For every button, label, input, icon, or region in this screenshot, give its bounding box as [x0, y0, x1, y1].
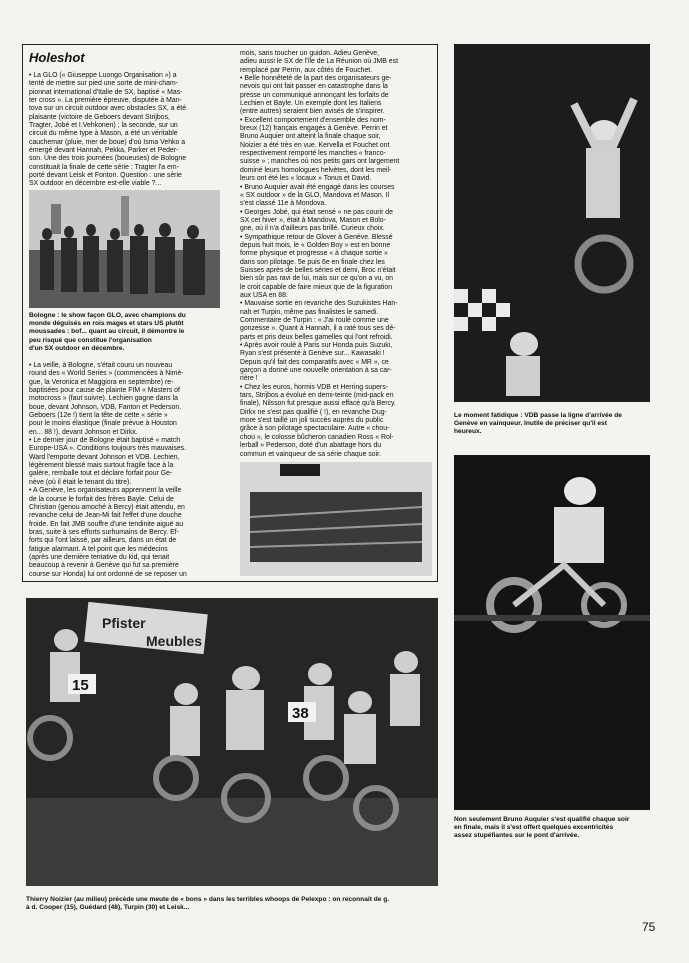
whoops-photo-caption: Thierry Noizier (au milieu) précède une meute de « bons » dans les terribles whoops de Pelexpo : on reconnait de g. à d. Cooper (15), Guédard (48), Turpin (30) et Leisk... [26, 896, 390, 912]
stadium-photo [240, 462, 432, 576]
bologne-photo-caption: Bologne : le show façon GLO, avec champions du monde déguisés en rois mages et stars US plutôt moussades : bof... quant au circuit, il démontre le peu risqué que constitue l'organisation d'un SX outdoor en décembre. [29, 312, 186, 352]
whoops-race-photo [26, 598, 438, 886]
auquier-jump-image [454, 455, 650, 810]
bologne-photo [29, 190, 220, 308]
auquier-jump-photo [454, 455, 650, 810]
vdb-finish-line-photo [454, 44, 650, 402]
article-heading: Holeshot [29, 50, 85, 65]
rider-number-38: 38 [292, 705, 309, 722]
column-2-text: mois, sans toucher un guidon. Adieu Genève, adieu aussi le SX de l'île de La Réunion où JMB est remplacé par Perrin, aux côtés de Fouchet. • Belle honnêteté de la part des organisateurs ge- nevois qui ont fait passer en catastrophe dans la presse un communiqué annonçant les forfaits de Lechien et Bayle. Un exemple dont les Italiens (entre autres) seraient bien avisés de s'inspirer. • Excellent comportement d'ensemble des nom- breux (12) français engagés à Genève. Perrin et Bruno Auquier ont atteint la finale chaque soir, Noizier a été très en vue. Kervella et Fouchet ont respectivement remporté les manches « franco- suisse » ; manches où nos petits gars ont largement dominé leurs homologues helvètes, dont les meil- leurs ont été les « locaux » Tonus et David. • Bruno Auquier avait été engagé dans les courses « SX outdoor » de la GLO, Mandova et Mason. Il s'est classé 11e à Mondova. • Georges Jobé, qui était sensé « ne pas courir de SX cet hiver », était à Mandova, Mason et Bolo- gne, où il n'a d'ailleurs pas brillé. Curieux choix. • Sympathique retour de Glover à Genève. Blessé depuis huit mois, le « Golden Boy » est en bonne forme physique et progresse « à chaque sortie » dans son pilotage. 5e puis 6e en finale chez les Suisses après de belles séries et demi, Broc n'était bien sûr pas ravi de lui, mais sur ce qu'on a vu, on le croit capable de faire mieux que de la figuration aux USA en 88. • Mauvaise sortie en revanche des Suzukistes Han- nah et Turpin, même pas finalistes le samedi. Commentaire de Turpin : « J'ai roulé comme une gonzesse ». Quant à Hannah, il a raté tous ses dé- parts et pris deux belles gamelles qui l'ont refroidi. • Après avoir roulé à Paris sur Honda puis Suzuki, Ryan s'est présenté à Genève sur... Kawasaki ! Depuis qu'il fait des comparatifs avec « MR », ce garçon a donné une nouvelle orientation à sa car- rière ! • Chez les euros, hormis VDB et Herring supers- tars, Strijbos a évolué en demi-teinte (mid-pack en finale), Nilsson fut presque aussi effacé qu'à Bercy. Dirkx ne s'est pas qualifié ( !), en revanche Dug- more s'est taillé un joli succès auprès du public grâce à son pilotage spectaculaire. Autre « chou- chou », le colosse bûcheron canadien Ross « Rol- lerball » Pederson, doté d'un abattage hors du commun et vainqueur de sa série chaque soir. [240, 50, 400, 458]
rider-number-15: 15 [72, 677, 89, 694]
bologne-photo-image [29, 190, 220, 308]
auquier-photo-caption: Non seulement Bruno Auquier s'est qualifié chaque soir en finale, mais il s'est offert quelques excentricités assez stupéfiantes sur le pont d'arrivée. [454, 816, 630, 840]
vdb-finish-line-image [454, 44, 650, 402]
whoops-race-image [26, 598, 438, 886]
column-1-bottom-text: • La veille, à Bologne, s'était couru un nouveau round des « World Series » (commencées à Nimè- gue, la Veronica et Maggiora en septembre) re- baptisées pour cause de plainte FIM « Masters of motocross » (faut suivre). Lechien gagne dans la boue, devant Johnson, VDB, Fanton et Pederson. Geboers (12e !) tient la tête de cette « série » pour le moins élastique (finale prévue à Houston en... 88 !), devant Johnson et Dirkx. • Le dernier jour de Bologne était baptisé « match Europe-USA ». Conditions toujours très mauvaises. Ward l'emporte devant Johnson et VDB. Lechien, légèrement blessé mais surtout fragile face à la galère, remballe tout et déclare forfait pour Ge- nève (où il était le tenant du titre). • A Genève, les organisateurs apprennent la veille de la course le forfait des frères Bayle. Celui de Christian (genou amoché à Bercy) était attendu, en revanche celui de Jean-Mi fait l'effet d'une douche froide. En fait JMB souffre d'une tendinite aiguë au bras, suite à ses efforts surhumains de Bercy. Ef- forts qui l'ont laissé, par ailleurs, dans un état de fatigue alarmant. A tel point que les médecins (après une dernière tentative du kid, qui tenait beaucoup à revenir à Genève qui fut sa première course sur Honda) lui ont ordonné de se reposer un [29, 362, 187, 578]
svg-text:Meubles: Meubles [146, 633, 203, 649]
page-number: 75 [642, 920, 656, 934]
vdb-photo-caption: Le moment fatidique : VDB passe la ligne d'arrivée de Genève en vainqueur. Inutile de préciser qu'il est heureux. [454, 412, 622, 436]
column-1-top-text: • La GLO (« Giuseppe Luongo Organisation ») a tenté de mettre sur pied une sorte de mini-cham- pionnat international d'Italie de SX, baptisé « Mas- ter cross ». La première épreuve, disputée à Man- tova sur un circuit outdoor avec obstacles SX, a été plaisante (victoire de Geboers devant Strijbos, Tragter, Jobé et I.Vehkonen) ; la seconde, sur un circuit du même type à Mason, a été un véritable cauchemar (pluie, mer de boue) d'où Isma Vehko a émergé devant Hannah, Pekka, Parker et Peder- son. Une des trois journées (boueuses) de Bologne constituait la finale de cette série : Tragter l'a em- porté devant Leisk et Fonton. Question : une série SX outdoor en décembre est-elle viable ?... [29, 72, 187, 188]
stadium-photo-image [240, 462, 432, 576]
banner-text: Pfister [102, 615, 146, 631]
